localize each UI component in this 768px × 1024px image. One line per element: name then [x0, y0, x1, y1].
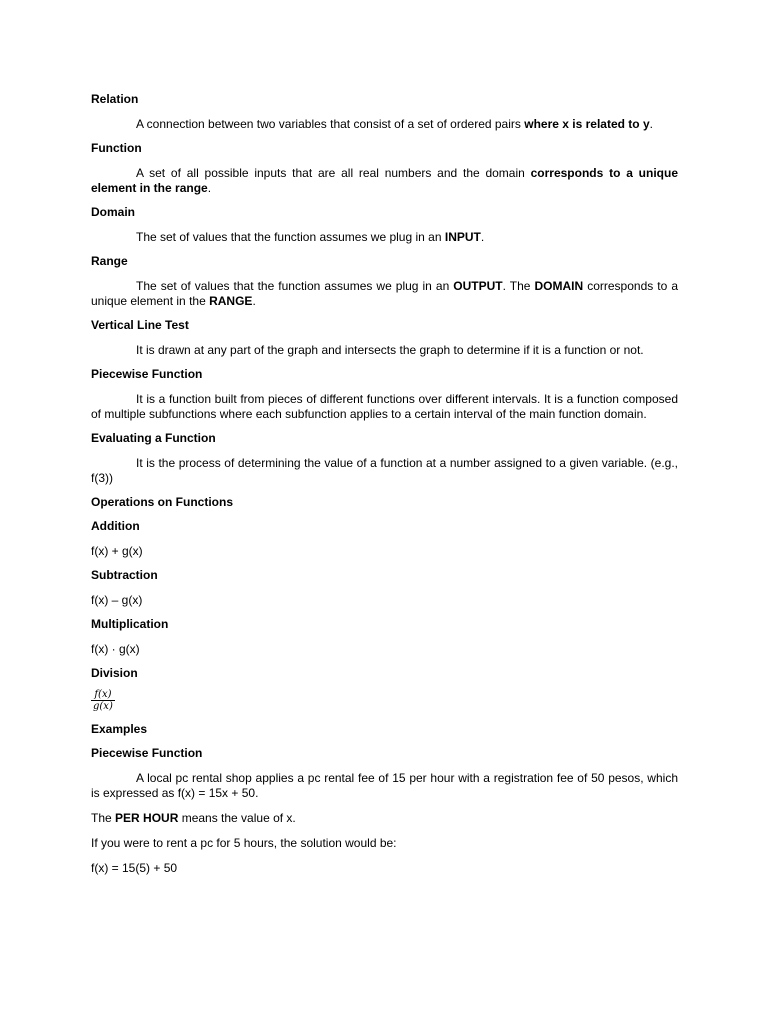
- heading-relation: Relation: [91, 92, 139, 106]
- vertical-line-test-definition: It is drawn at any part of the graph and intersects the graph to determine if it is a function or not.: [136, 343, 644, 357]
- function-emphasis: corresponds to a unique element in the range: [91, 166, 678, 195]
- heading-function: Function: [91, 141, 142, 155]
- relation-text-end: .: [649, 117, 653, 131]
- addition-formula: f(x) + g(x): [91, 544, 143, 558]
- document-page: [91, 92, 678, 876]
- function-text-end: .: [207, 181, 212, 195]
- domain-emphasis: INPUT: [444, 230, 481, 244]
- heading-operations: Operations on Functions: [91, 495, 234, 509]
- relation-text: A connection between two variables that consist of a set of ordered pairs: [136, 117, 525, 131]
- example-paragraph-1: A local pc rental shop applies a pc rental fee of 15 per hour with a registration fee of 50 pesos, which is expressed as f(x) = 15x + 50.: [91, 771, 678, 800]
- example-emphasis-per-hour: PER HOUR: [115, 811, 179, 825]
- multiplication-formula: f(x) · g(x): [91, 642, 140, 656]
- heading-division: Division: [91, 666, 138, 680]
- example-text-2a: The: [91, 811, 116, 825]
- example-paragraph-3: If you were to rent a pc for 5 hours, the solution would be:: [91, 836, 397, 850]
- domain-text-end: .: [480, 230, 485, 244]
- example-text-2c: means the value of x.: [178, 811, 296, 825]
- evaluating-definition: It is the process of determining the value of a function at a number assigned to a given variable. (e.g., f(3)): [91, 456, 678, 485]
- heading-subtraction: Subtraction: [91, 568, 158, 582]
- heading-multiplication: Multiplication: [91, 617, 169, 631]
- subtraction-formula: f(x) – g(x): [91, 593, 143, 607]
- heading-vertical-line-test: Vertical Line Test: [91, 318, 189, 332]
- heading-evaluating-function: Evaluating a Function: [91, 431, 216, 445]
- piecewise-definition: It is a function built from pieces of different functions over different intervals. It is a function composed of multiple subfunctions where each subfunction applies to a certain interval of the main function domain.: [91, 392, 678, 421]
- range-text-end: .: [252, 294, 256, 308]
- range-definition: [91, 279, 678, 309]
- example-formula: f(x) = 15(5) + 50: [91, 861, 178, 875]
- division-denominator: g(x): [93, 701, 113, 712]
- range-text-2: . The: [502, 279, 535, 293]
- range-text: The set of values that the function assumes we plug in an: [136, 279, 454, 293]
- range-emphasis-output: OUTPUT: [453, 279, 503, 293]
- function-text: A set of all possible inputs that are all real numbers and the domain: [136, 166, 531, 180]
- relation-emphasis: where x is related to y: [524, 117, 650, 131]
- domain-text: The set of values that the function assumes we plug in an: [136, 230, 445, 244]
- example-paragraph-2: [91, 811, 678, 826]
- relation-definition: [91, 117, 678, 132]
- range-emphasis-domain: DOMAIN: [534, 279, 584, 293]
- heading-range: Range: [91, 254, 128, 268]
- heading-examples: Examples: [91, 722, 148, 736]
- heading-piecewise-function: Piecewise Function: [91, 367, 203, 381]
- function-definition: [91, 166, 678, 196]
- heading-addition: Addition: [91, 519, 140, 533]
- heading-example-piecewise: Piecewise Function: [91, 746, 203, 760]
- domain-definition: [91, 230, 678, 245]
- division-numerator: f(x): [91, 689, 115, 701]
- range-text-3: corresponds to a unique element in the: [91, 279, 678, 308]
- heading-domain: Domain: [91, 205, 136, 219]
- range-emphasis-range: RANGE: [209, 294, 253, 308]
- division-fraction: [91, 689, 115, 712]
